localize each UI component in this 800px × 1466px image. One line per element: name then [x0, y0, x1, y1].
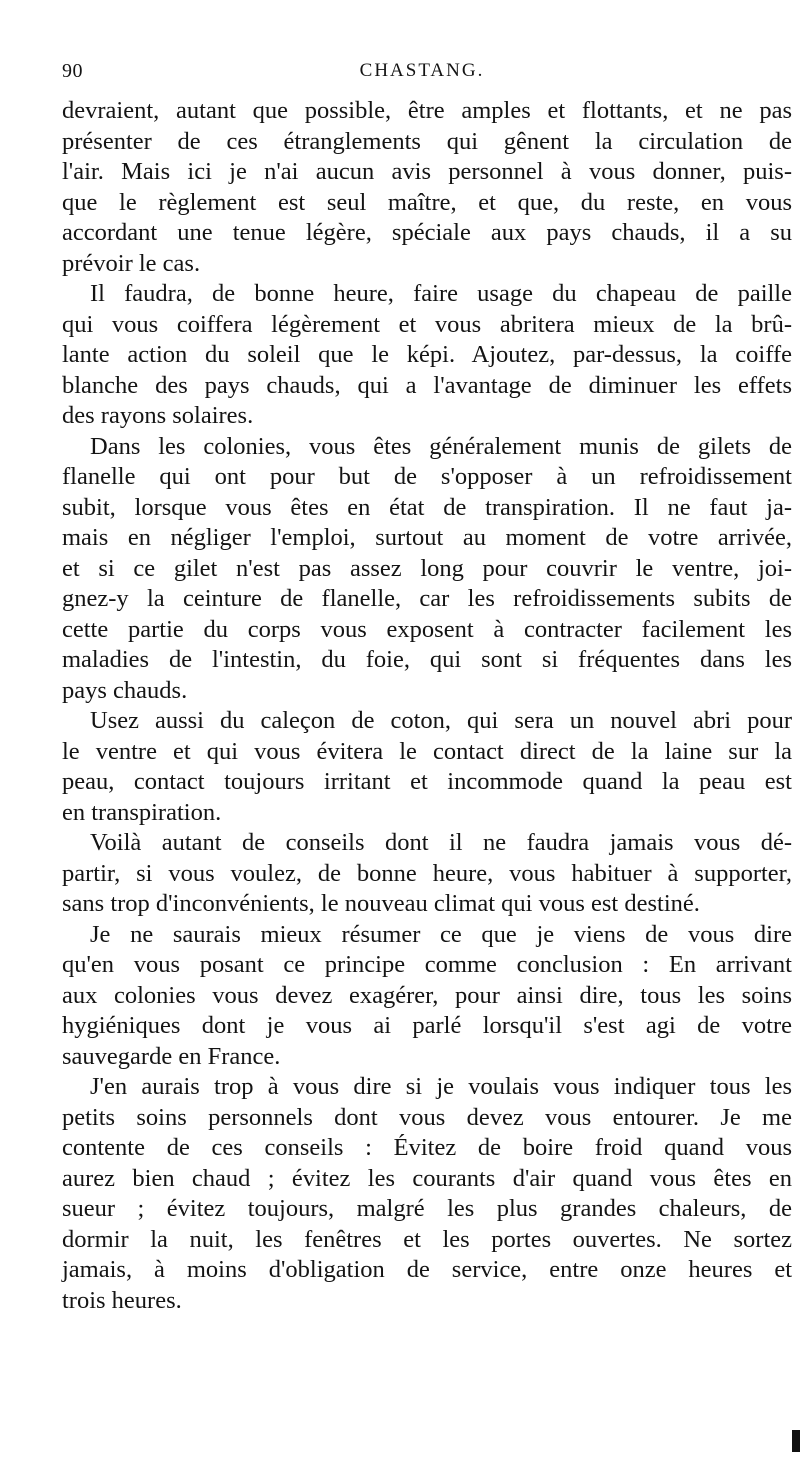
paragraph — [62, 96, 792, 279]
text-line: et si ce gilet n'est pas assez long pour couvrir le ventre, joi- — [62, 554, 792, 582]
page-header — [62, 60, 782, 90]
body-text — [62, 96, 792, 1316]
text-line: flanelle qui ont pour but de s'opposer à un refroidissement — [62, 463, 792, 490]
text-line: qui vous coiffera légèrement et vous abritera mieux de la brû- — [62, 310, 792, 338]
text-line: Dans les colonies, vous êtes généralement munis de gilets de — [90, 432, 792, 460]
text-line: jamais, à moins d'obligation de service, entre onze heures et — [62, 1256, 792, 1283]
text-line: maladies de l'intestin, du foie, qui sont si fréquentes dans les — [62, 646, 792, 673]
text-line: partir, si vous voulez, de bonne heure, vous habituer à supporter, — [62, 859, 792, 887]
text-line: hygiéniques dont je vous ai parlé lorsqu'il s'est agi de votre — [62, 1012, 792, 1039]
text-line: sans trop d'inconvénients, le nouveau climat qui vous est destiné. — [62, 890, 700, 917]
paragraph — [62, 920, 792, 1073]
text-line: qu'en vous posant ce principe comme conclusion : En arrivant — [62, 951, 792, 978]
text-line: pays chauds. — [62, 676, 188, 704]
running-title: CHASTANG. — [359, 60, 485, 81]
text-line: petits soins personnels dont vous devez vous entourer. Je me — [62, 1103, 792, 1131]
text-line: le ventre et qui vous évitera le contact direct de la laine sur la — [62, 737, 792, 765]
text-line: subit, lorsque vous êtes en état de transpiration. Il ne faut ja- — [62, 493, 792, 521]
text-line: mais en négliger l'emploi, surtout au moment de votre arrivée, — [62, 524, 792, 551]
text-line: présenter de ces étranglements qui gênent la circulation de — [62, 127, 792, 155]
text-line: en transpiration. — [62, 798, 222, 826]
margin-mark — [792, 1430, 800, 1452]
text-line: sueur ; évitez toujours, malgré les plus grandes chaleurs, de — [62, 1195, 792, 1222]
text-line: aurez bien chaud ; évitez les courants d'air quand vous êtes en — [62, 1164, 792, 1192]
text-line: Usez aussi du caleçon de coton, qui sera un nouvel abri pour — [90, 707, 792, 734]
paragraph — [62, 1072, 792, 1316]
text-line: trois heures. — [62, 1286, 182, 1314]
text-line: blanche des pays chauds, qui a l'avantage de diminuer les effets — [62, 371, 792, 399]
text-line: Je ne saurais mieux résumer ce que je viens de vous dire — [90, 920, 792, 948]
paragraph — [62, 706, 792, 828]
text-line: lante action du soleil que le képi. Ajoutez, par-dessus, la coiffe — [62, 341, 792, 368]
paragraph — [62, 279, 792, 432]
text-line: contente de ces conseils : Évitez de boire froid quand vous — [62, 1134, 792, 1161]
page-number: 90 — [62, 60, 83, 82]
text-line: sauvegarde en France. — [62, 1042, 281, 1070]
text-line: prévoir le cas. — [62, 249, 201, 277]
paragraph — [62, 828, 792, 920]
text-line: peau, contact toujours irritant et incommode quand la peau est — [62, 768, 792, 795]
text-line: accordant une tenue légère, spéciale aux pays chauds, il a su — [62, 219, 792, 246]
text-line: Voilà autant de conseils dont il ne faudra jamais vous dé- — [90, 829, 792, 856]
text-line: des rayons solaires. — [62, 402, 254, 429]
paragraph — [62, 432, 792, 707]
text-line: gnez-y la ceinture de flanelle, car les refroidissements subits de — [62, 585, 792, 612]
text-line: devraient, autant que possible, être amples et flottants, et ne pas — [62, 97, 792, 124]
text-line: cette partie du corps vous exposent à contracter facilement les — [62, 615, 792, 643]
text-line: dormir la nuit, les fenêtres et les portes ouvertes. Ne sortez — [62, 1225, 792, 1253]
text-line: Il faudra, de bonne heure, faire usage du chapeau de paille — [90, 280, 792, 307]
text-line: aux colonies vous devez exagérer, pour ainsi dire, tous les soins — [62, 981, 792, 1009]
text-line: J'en aurais trop à vous dire si je voulais vous indiquer tous les — [90, 1073, 792, 1100]
text-line: l'air. Mais ici je n'ai aucun avis personnel à vous donner, puis- — [62, 158, 792, 185]
text-line: que le règlement est seul maître, et que, du reste, en vous — [62, 188, 792, 216]
